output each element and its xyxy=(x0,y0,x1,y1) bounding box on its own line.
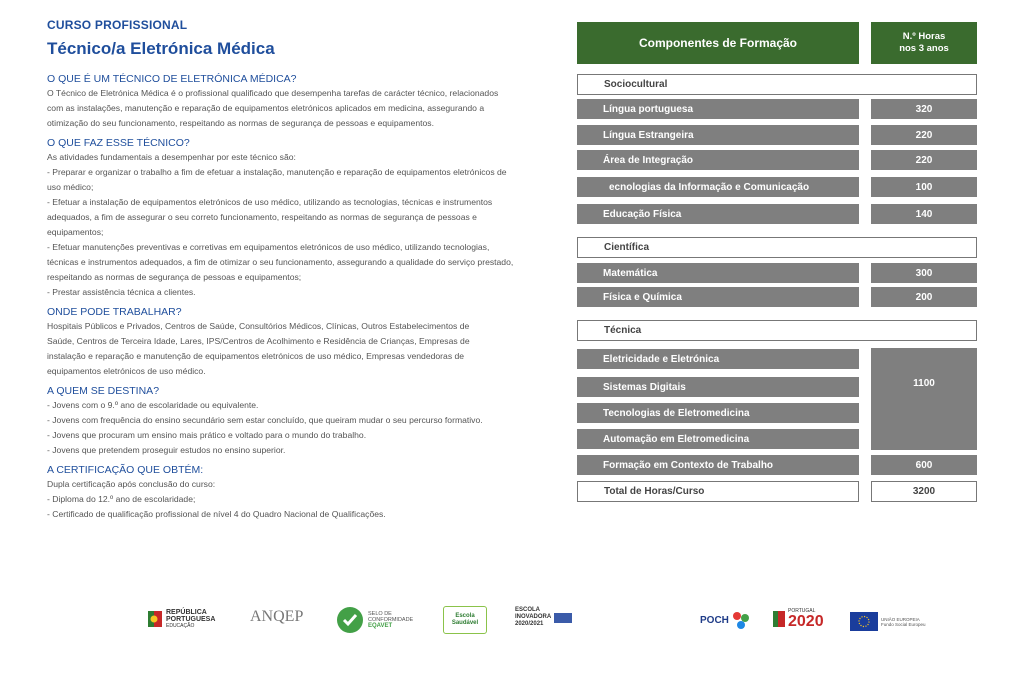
section-heading: ONDE PODE TRABALHAR? xyxy=(47,306,182,318)
row-lingua-portuguesa: Língua portuguesa xyxy=(577,99,859,119)
row-eletricidade: Eletricidade e Eletrónica xyxy=(577,349,859,369)
row-sistemas-digitais: Sistemas Digitais xyxy=(577,377,859,397)
uniao-europeia-logo: UNIÃO EUROPEIA Fundo Social Europeu xyxy=(850,612,926,631)
row-educacao-fisica: Educação Física xyxy=(577,204,859,224)
paragraph-line: - Jovens com frequência do ensino secundário sem estar concluído, que queiram mudar o seu percurso formativo. xyxy=(47,415,483,425)
group-sociocultural: Sociocultural xyxy=(577,74,977,95)
section-where-work xyxy=(47,306,557,379)
hours-tecnica: 1100 xyxy=(871,348,977,450)
paragraph-line: Dupla certificação após conclusão do curso: xyxy=(47,479,216,489)
escola-inovadora-logo: ESCOLA INOVADORA 2020/2021 xyxy=(515,607,572,628)
table-header-components: Componentes de Formação xyxy=(577,22,859,64)
paragraph-line: O Técnico de Eletrónica Médica é o profissional qualificado que desempenha tarefas de carácter técnico, relacionados xyxy=(47,88,499,98)
hours-area-integracao: 220 xyxy=(871,150,977,170)
hours-total: 3200 xyxy=(871,481,977,502)
row-fct: Formação em Contexto de Trabalho xyxy=(577,455,859,475)
paragraph-line: As atividades fundamentais a desempenhar por este técnico são: xyxy=(47,152,296,162)
paragraph-line: respeitando as normas de segurança de pessoas e equipamentos; xyxy=(47,272,302,282)
paragraph-line: equipamentos eletrónicos de uso médico. xyxy=(47,366,206,376)
paragraph-line: instalação e reparação e manutenção de equipamentos eletrónicos de uso médico, Empresas vendedoras de xyxy=(47,351,465,361)
group-tecnica: Técnica xyxy=(577,320,977,341)
republica-portuguesa-logo: REPÚBLICA PORTUGUESA EDUCAÇÃO xyxy=(148,609,215,629)
hours-educacao-fisica: 140 xyxy=(871,204,977,224)
award-icon xyxy=(554,611,572,625)
paragraph-line: Hospitais Públicos e Privados, Centros de Saúde, Consultórios Médicos, Clínicas, Outros Estabelecimentos de xyxy=(47,321,470,331)
flag-icon xyxy=(148,609,162,629)
section-heading: A CERTIFICAÇÃO QUE OBTÉM: xyxy=(47,464,204,476)
section-heading: O QUE FAZ ESSE TÉCNICO? xyxy=(47,137,190,149)
row-total: Total de Horas/Curso xyxy=(577,481,859,502)
paragraph-line: - Jovens com o 9.º ano de escolaridade ou equivalente. xyxy=(47,400,259,410)
table-header-hours xyxy=(871,22,977,64)
paragraph-line: Saúde, Centros de Terceira Idade, Lares, IPS/Centros de Acolhimento e Residência de Crianças, Empresas de xyxy=(47,336,470,346)
paragraph-line: - Jovens que pretendem proseguir estudos no ensino superior. xyxy=(47,445,286,455)
paragraph-line: - Jovens que procuram um ensino mais prático e voltado para o mundo do trabalho. xyxy=(47,430,367,440)
hours-lingua-estrangeira: 220 xyxy=(871,125,977,145)
poch-figure-icon xyxy=(731,610,751,630)
section-target xyxy=(47,385,557,458)
row-tecnologias-eletromedicina: Tecnologias de Eletromedicina xyxy=(577,403,859,423)
row-area-integracao: Área de Integração xyxy=(577,150,859,170)
row-automacao: Automação em Eletromedicina xyxy=(577,429,859,449)
paragraph-line: com as instalações, manutenção e reparação de equipamentos eletrónicos aplicados em medicina, assegurando a xyxy=(47,103,485,113)
eu-flag-icon xyxy=(850,612,878,631)
course-description xyxy=(47,18,557,522)
row-matematica: Matemática xyxy=(577,263,859,283)
portugal-mark-icon xyxy=(773,609,785,629)
course-kicker: CURSO PROFISSIONAL xyxy=(47,18,188,32)
section-heading: O QUE É UM TÉCNICO DE ELETRÓNICA MÉDICA? xyxy=(47,73,297,85)
hours-fct: 600 xyxy=(871,455,977,475)
section-heading: A QUEM SE DESTINA? xyxy=(47,385,160,397)
paragraph-line: - Preparar e organizar o trabalho a fim de efetuar a instalação, manutenção e reparação de equipamentos eletrónicos de xyxy=(47,167,507,177)
paragraph-line: uso médico; xyxy=(47,182,94,192)
poch-logo: POCH xyxy=(700,610,751,630)
paragraph-line: - Certificado de qualificação profissional de nível 4 do Quadro Nacional de Qualificações. xyxy=(47,509,386,519)
paragraph-line: equipamentos; xyxy=(47,227,104,237)
portugal-2020-logo: PORTUGAL 2020 xyxy=(773,608,824,630)
table-header-hours-line1: N.º Horas xyxy=(902,31,946,42)
course-title: Técnico/a Eletrónica Médica xyxy=(47,39,275,58)
paragraph-line: - Prestar assistência técnica a clientes. xyxy=(47,287,196,297)
row-lingua-estrangeira: Língua Estrangeira xyxy=(577,125,859,145)
hours-matematica: 300 xyxy=(871,263,977,283)
paragraph-line: adequados, a fim de assegurar o seu correto funcionamento, respeitando as normas de segurança de pessoas e xyxy=(47,212,477,222)
row-fisica-quimica: Física e Química xyxy=(577,287,859,307)
partner-logos xyxy=(0,606,1024,640)
hours-lingua-portuguesa: 320 xyxy=(871,99,977,119)
section-certification xyxy=(47,464,557,522)
paragraph-line: - Efetuar manutenções preventivas e corretivas em equipamentos eletrónicos de uso médico, utilizando tecnologias, xyxy=(47,242,490,252)
paragraph-line: técnicas e instrumentos adequados, a fim de otimizar o seu funcionamento, assegurando a qualidade do serviço prestado, xyxy=(47,257,514,267)
paragraph-line: otimização do seu funcionamento, respeitando as normas de segurança de pessoas e equipamentos. xyxy=(47,118,434,128)
paragraph-line: - Diploma do 12.º ano de escolaridade; xyxy=(47,494,196,504)
check-seal-icon xyxy=(336,606,364,634)
section-what-does xyxy=(47,137,557,300)
hours-fisica-quimica: 200 xyxy=(871,287,977,307)
group-cientifica: Científica xyxy=(577,237,977,258)
anqep-logo: ANQEP xyxy=(250,608,304,625)
section-what-is xyxy=(47,73,557,131)
row-tic: ecnologias da Informação e Comunicação xyxy=(577,177,859,197)
escola-saudavel-logo: Escola Saudável xyxy=(443,606,487,634)
hours-tic: 100 xyxy=(871,177,977,197)
eqavet-logo: SELO DE CONFORMIDADE EQAVET xyxy=(336,606,413,634)
paragraph-line: - Efetuar a instalação de equipamentos eletrónicos de uso médico, utilizando as tecnologias, técnicas e instrumentos xyxy=(47,197,493,207)
table-header-hours-line2: nos 3 anos xyxy=(899,43,949,54)
